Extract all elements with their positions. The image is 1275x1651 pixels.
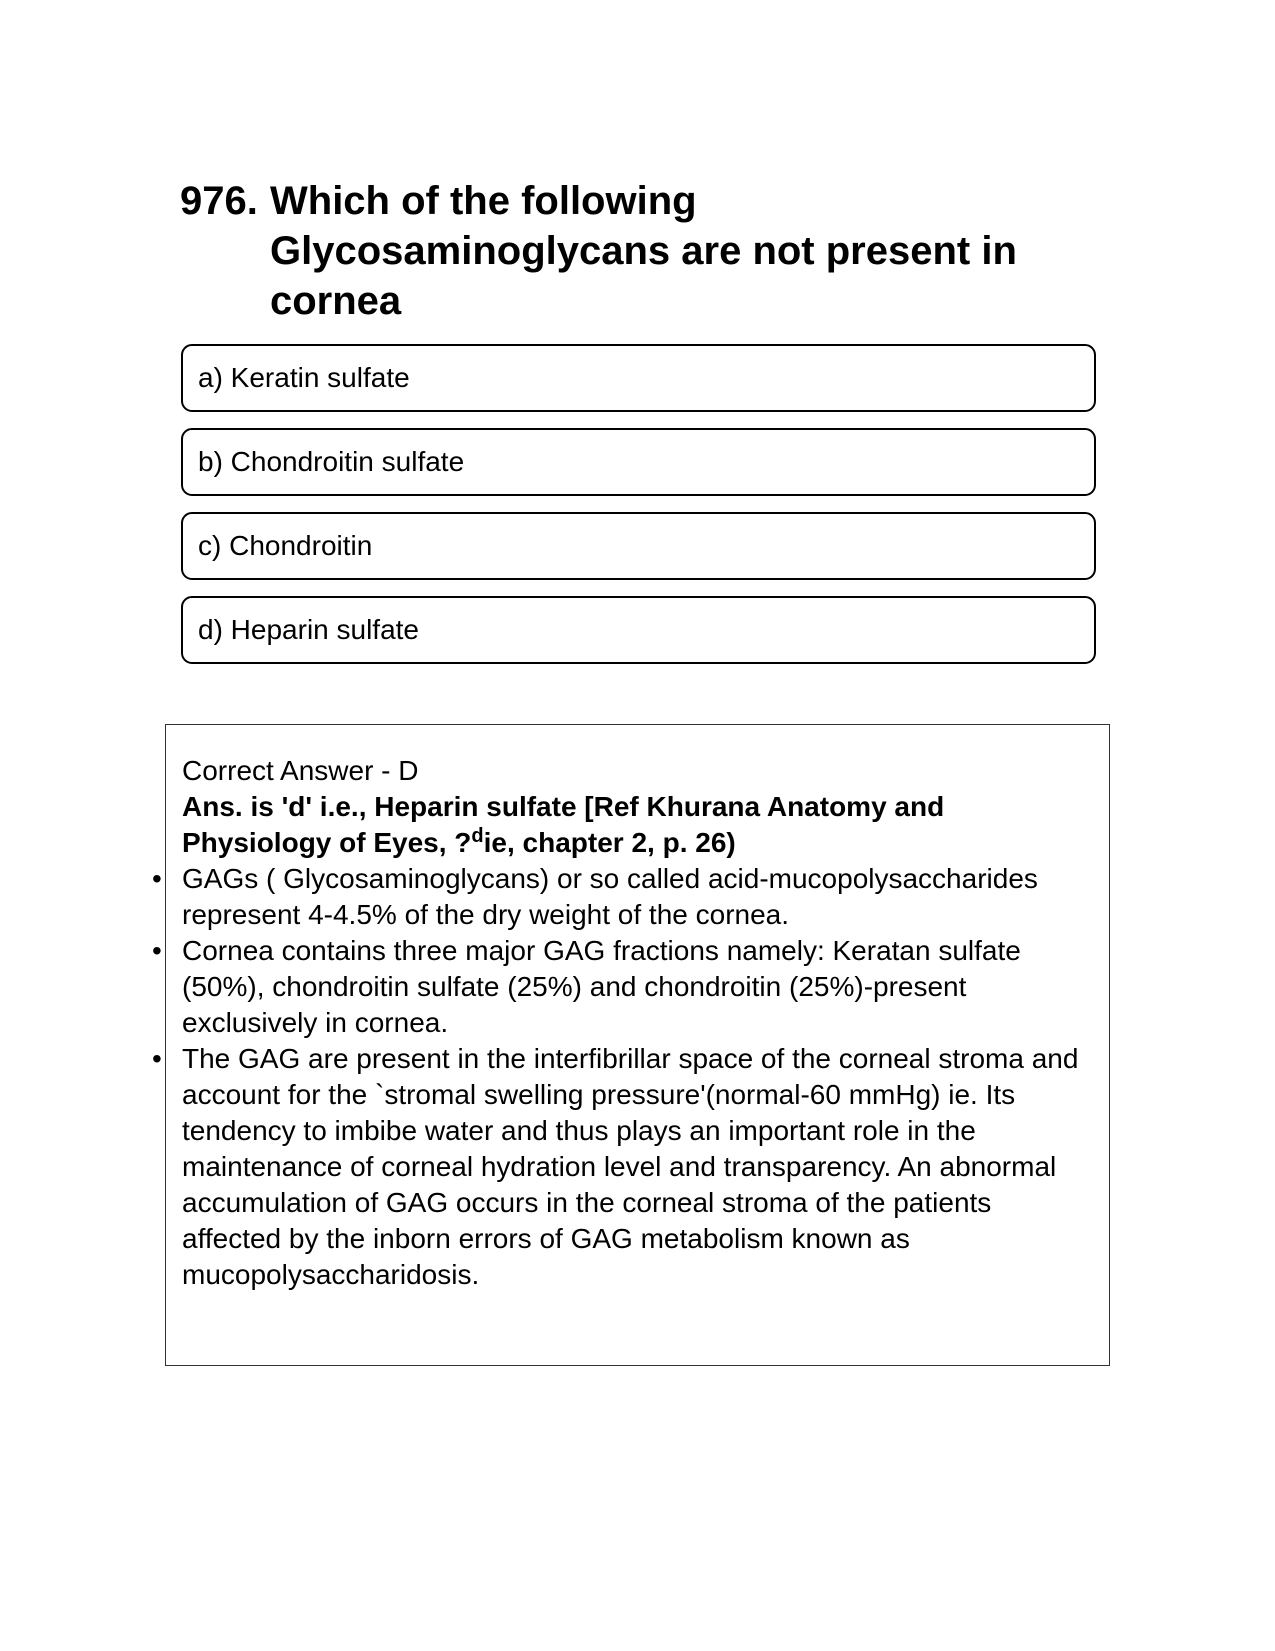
bullet-item [152, 861, 1093, 933]
bullet-dot: • [152, 1043, 162, 1074]
option-c[interactable]: c) Chondroitin [181, 512, 1096, 580]
explanation-bullets [152, 861, 1093, 1293]
bullet-dot: • [152, 935, 162, 966]
option-a[interactable]: a) Keratin sulfate [181, 344, 1096, 412]
answer-explanation-box [152, 724, 1110, 1366]
bullet-dot: • [152, 863, 162, 894]
question-heading [180, 176, 1100, 326]
option-b[interactable]: b) Chondroitin sulfate [181, 428, 1096, 496]
bullet-text: GAGs ( Glycosaminoglycans) or so called acid-mucopolysaccharides represent 4-4.5% of the dry weight of the cornea. [182, 863, 1038, 930]
correct-answer: Correct Answer - D [182, 755, 419, 786]
question-text: Which of the following Glycosaminoglycans are not present in cornea [270, 179, 1017, 323]
bullet-text: The GAG are present in the interfibrillar space of the corneal stroma and account for the `stromal swelling pressure'(normal-60 mmHg) ie. Its tendency to imbibe water and thus plays an important role in the maintenance of corneal hydration level and transparency. An abnormal accumulation of GAG occurs in the corneal stroma of the patients affected by the inborn errors of GAG metabolism known as mucopolysaccharidosis. [182, 1043, 1079, 1290]
answer-reference-text: Ans. is 'd' i.e., Heparin sulfate [Ref Khurana Anatomy and Physiology of Eyes, ? [182, 791, 945, 858]
answer-reference-superscript: d [471, 825, 484, 847]
question-number: 976. [180, 179, 258, 223]
option-d[interactable]: d) Heparin sulfate [181, 596, 1096, 664]
bullet-item [152, 933, 1093, 1041]
options-list [181, 344, 1096, 680]
answer-reference [182, 789, 1093, 861]
bullet-item [152, 1041, 1093, 1293]
bullet-text: Cornea contains three major GAG fractions namely: Keratan sulfate (50%), chondroitin sulfate (25%) and chondroitin (25%)-present exclusively in cornea. [182, 935, 1021, 1038]
answer-reference-tail: ie, chapter 2, p. 26) [483, 827, 736, 858]
